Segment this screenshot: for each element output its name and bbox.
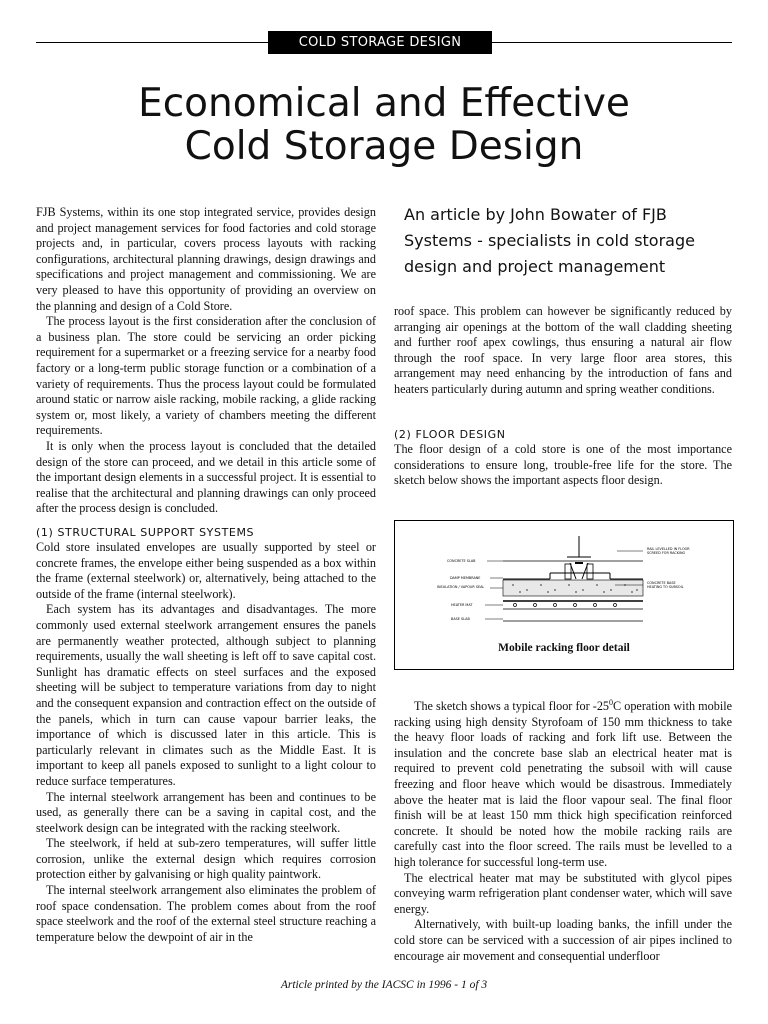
svg-text:INSULATION / VAPOUR SEAL: INSULATION / VAPOUR SEAL — [437, 585, 485, 589]
left-column-intro — [36, 205, 376, 517]
floor-detail-figure — [394, 520, 734, 670]
degree-superscript: 0 — [609, 698, 614, 707]
section-tag: COLD STORAGE DESIGN — [268, 31, 492, 54]
paragraph — [394, 695, 732, 871]
svg-text:CONCRETE SLAB: CONCRETE SLAB — [447, 559, 476, 563]
paragraph-text: C operation with mobile racking using high density Styrofoam of 150 mm thickness to take the heavy floor loads of racking and fork lift use. Between the insulation and the concrete base slab an electrical heater mat is required to prevent cold penetrating the subsoil with will cause freezing and floor heave which would be disastrous. Immediately above the heater mat is laid the floor vapour seal. The final floor finish will be at least 150 mm thick high specification reinforced concrete. It should be noted how the mobile racking rails are carefully cast into the floor screed. The rails must be levelled to a high tolerance for successful long-term use. — [394, 699, 732, 869]
floor-detail-sketch — [395, 521, 733, 639]
svg-text:CONCRETE BASE: CONCRETE BASE — [647, 581, 676, 585]
header-rule-right — [492, 42, 732, 43]
section-heading: (1) STRUCTURAL SUPPORT SYSTEMS — [36, 526, 255, 539]
left-column-section-1 — [36, 525, 376, 945]
header-rule-left — [36, 42, 268, 43]
paragraph: Each system has its advantages and disadvantages. The more commonly used external steelwork arrangement ensures the panels are permanently weather protected, although subject to planning requirements, usually the wall sheeting is left off to save capital cost. Sunlight has dramatic effects on steel surfaces and the exposed sheeting will be subject to temperature variations from day to night and the consequent expansion and contraction effect on the outside of the panels, which in turn can cause vapour barrier leaks, the importance of which is discussed later in this article. This is particularly relevant in climates such as the Middle East. It is important to keep all panels exposed to sunlight to a light colour to reduce surface temperatures. — [36, 602, 376, 788]
right-column-floor-design — [394, 427, 732, 489]
paragraph: The electrical heater mat may be substituted with glycol pipes conveying warm refrigeration plant condenser water, which will save energy. — [394, 870, 732, 916]
article-title-line-2: Cold Storage Design — [184, 124, 584, 169]
paragraph: The internal steelwork arrangement has been and continues to be used, as generally there can be a saving in capital cost, and the steelwork design can be integrated with the racking steelwork. — [36, 789, 376, 835]
svg-text:RAIL LEVELLED IN FLOOR: RAIL LEVELLED IN FLOOR — [647, 547, 690, 551]
svg-text:SCREED FOR RACKING: SCREED FOR RACKING — [647, 551, 686, 555]
paragraph: roof space. This problem can however be significantly reduced by arranging air openings at the bottom of the wall cladding sheeting and further roof apex cowlings, thus ensuring a natural air flow through the roof space. In very large floor area stores, this arrangement may need enhancing by the introduction of fans and heaters particularly during autumn and spring weather conditions. — [394, 304, 732, 396]
paragraph-text: The sketch shows a typical floor for -25 — [414, 699, 610, 714]
paragraph: It is only when the process layout is concluded that the detailed design of the store can proceed, and we detail in this article some of the important design elements in a successful project. It is essential to realise that the architectural and planning drawings can only proceed after the process design is concluded. — [36, 438, 376, 516]
section-heading: (2) FLOOR DESIGN — [394, 428, 506, 441]
byline: An article by John Bowater of FJB Systems - specialists in cold storage design and project management — [404, 205, 695, 276]
article-title-line-1: Economical and Effective — [138, 81, 630, 126]
svg-text:BASE SLAB: BASE SLAB — [451, 617, 470, 621]
svg-text:DAMP MEMBRANE: DAMP MEMBRANE — [450, 576, 481, 580]
svg-text:HEATING TO SUBSOIL: HEATING TO SUBSOIL — [647, 585, 684, 589]
figure-caption: Mobile racking floor detail — [498, 642, 630, 654]
paragraph: The steelwork, if held at sub-zero temperatures, will suffer little corrosion, unlike the external design which requires corrosion protection either by galvanising or high quality paintwork. — [36, 836, 376, 882]
right-column-lower — [394, 695, 732, 964]
page-footer: Article printed by the IACSC in 1996 - 1 of 3 — [280, 979, 488, 991]
paragraph: The process layout is the first consideration after the conclusion of a business plan. The store could be servicing an order picking requirement for a supermarket or a freezing service for a nearby food factory or a long-term public storage function or a combination of a variety of requirements. Thus the process layout could be formulated around static or narrow aisle racking, mobile racking, a glide racking system or, most likely, a variety of chambers meeting the different requirements. — [36, 314, 376, 438]
paragraph: Alternatively, with built-up loading banks, the infill under the cold store can be serviced with a succession of air pipes inclined to encourage air movement and consequential underfloor — [394, 917, 732, 963]
right-column-upper — [394, 304, 732, 398]
svg-text:HEATER MAT: HEATER MAT — [451, 603, 473, 607]
paragraph: The floor design of a cold store is one of the most importance considerations to ensure long, trouble-free life for the store. The sketch below shows the important aspects floor design. — [394, 442, 732, 488]
paragraph: The internal steelwork arrangement also eliminates the problem of roof space condensation. The problem comes about from the roof space steelwork and the roof of the external steel structure reaching a temperature below the dewpoint of air in the — [36, 883, 376, 944]
paragraph: FJB Systems, within its one stop integrated service, provides design and project management services for food factories and cold storage projects and, in particular, covers process layouts with racking configurations, architectural planning drawings, design drawings and specifications and project management and commissioning. We are very pleased to have this opportunity of providing an overview on the planning and design of a Cold Store. — [36, 205, 376, 313]
paragraph: Cold store insulated envelopes are usually supported by steel or concrete frames, the envelope either being suspended as a box within the frame (external steelwork) or, alternatively, being attached to the outside of the frame (internal steelwork). — [36, 540, 376, 601]
